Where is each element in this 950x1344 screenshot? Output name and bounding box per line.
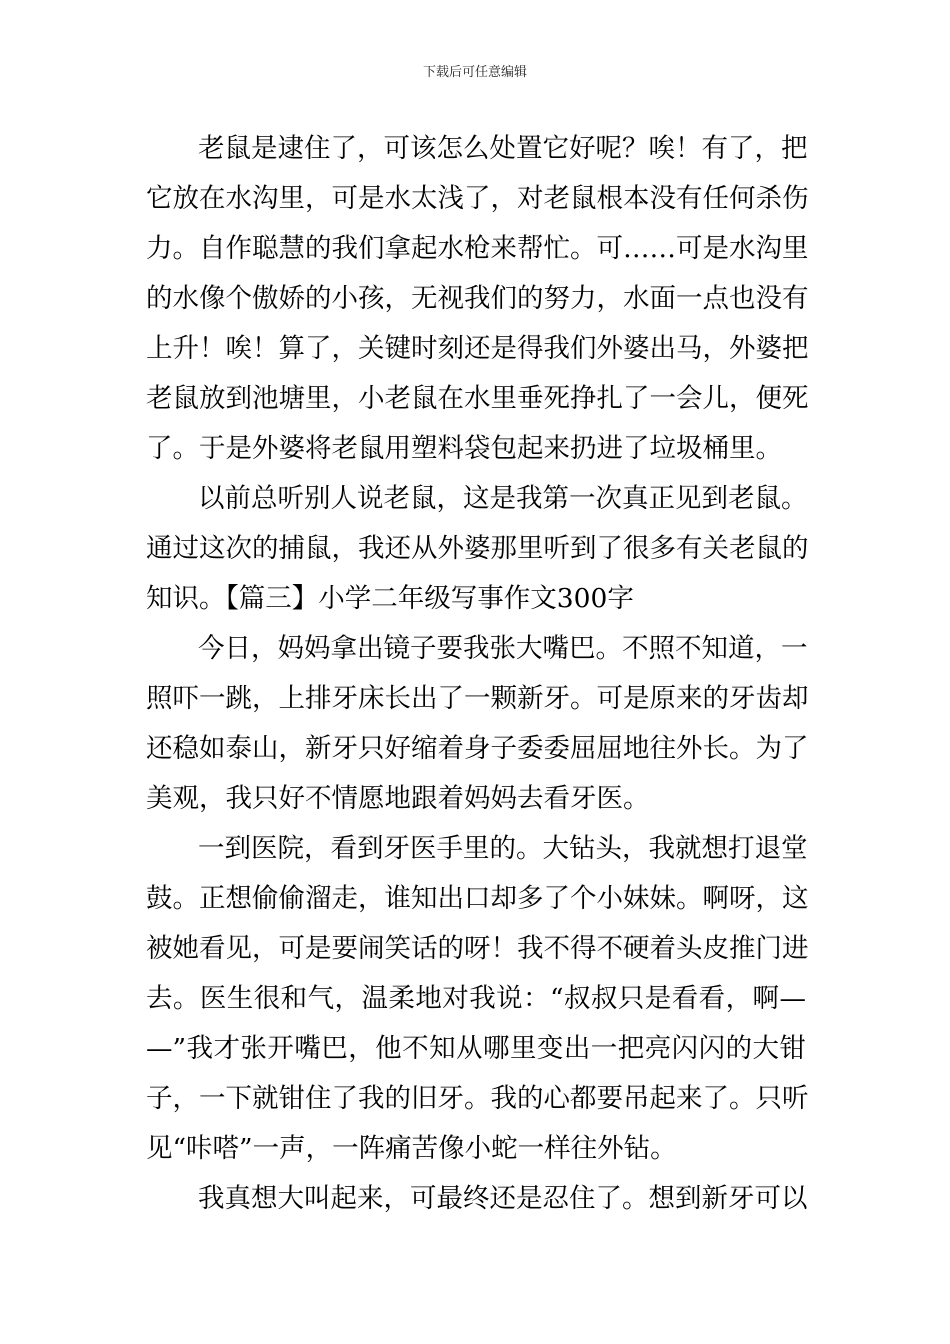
- paragraph-line: 知识。【篇三】小学二年级写事作文300字: [146, 583, 634, 614]
- paragraph-line: 子，一下就钳住了我的旧牙。我的心都要吊起来了。只听: [146, 1083, 809, 1114]
- paragraph-line: 今日，妈妈拿出镜子要我张大嘴巴。不照不知道，一: [198, 633, 808, 664]
- paragraph-line: 通过这次的捕鼠，我还从外婆那里听到了很多有关老鼠的: [146, 533, 809, 564]
- paragraph-line: 了。于是外婆将老鼠用塑料袋包起来扔进了垃圾桶里。: [146, 433, 782, 464]
- paragraph-line: 以前总听别人说老鼠，这是我第一次真正见到老鼠。: [198, 483, 808, 514]
- paragraph-line: 被她看见，可是要闹笑话的呀！我不得不硬着头皮推门进: [146, 933, 809, 964]
- paragraph-line: 见“咔嗒”一声，一阵痛苦像小蛇一样往外钻。: [146, 1133, 677, 1164]
- paragraph-line: 老鼠放到池塘里，小老鼠在水里垂死挣扎了一会儿，便死: [146, 383, 809, 414]
- paragraph-line: 美观，我只好不情愿地跟着妈妈去看牙医。: [146, 783, 650, 814]
- paragraph-line: —”我才张开嘴巴，他不知从哪里变出一把亮闪闪的大钳: [146, 1033, 806, 1064]
- paragraph-line: 去。医生很和气，温柔地对我说：“叔叔只是看看，啊—: [146, 983, 806, 1014]
- paragraph-line: 的水像个傲娇的小孩，无视我们的努力，水面一点也没有: [146, 283, 809, 314]
- page-header: 下载后可任意编辑: [422, 65, 527, 80]
- paragraph-line: 照吓一跳，上排牙床长出了一颗新牙。可是原来的牙齿却: [146, 683, 809, 714]
- paragraph-line: 还稳如泰山，新牙只好缩着身子委委屈屈地往外长。为了: [146, 733, 809, 764]
- paragraph-line: 力。自作聪慧的我们拿起水枪来帮忙。可……可是水沟里: [146, 233, 809, 264]
- paragraph-line: 鼓。正想偷偷溜走，谁知出口却多了个小妹妹。啊呀，这: [146, 883, 809, 914]
- paragraph-line: 一到医院，看到牙医手里的。大钻头，我就想打退堂: [198, 833, 808, 864]
- paragraph-line: 我真想大叫起来，可最终还是忍住了。想到新牙可以: [198, 1183, 808, 1214]
- paragraph-line: 老鼠是逮住了，可该怎么处置它好呢？唉！有了，把: [198, 133, 808, 164]
- paragraph-line: 它放在水沟里，可是水太浅了，对老鼠根本没有任何杀伤: [146, 183, 809, 214]
- paragraph-line: 上升！唉！算了，关键时刻还是得我们外婆出马，外婆把: [146, 333, 809, 364]
